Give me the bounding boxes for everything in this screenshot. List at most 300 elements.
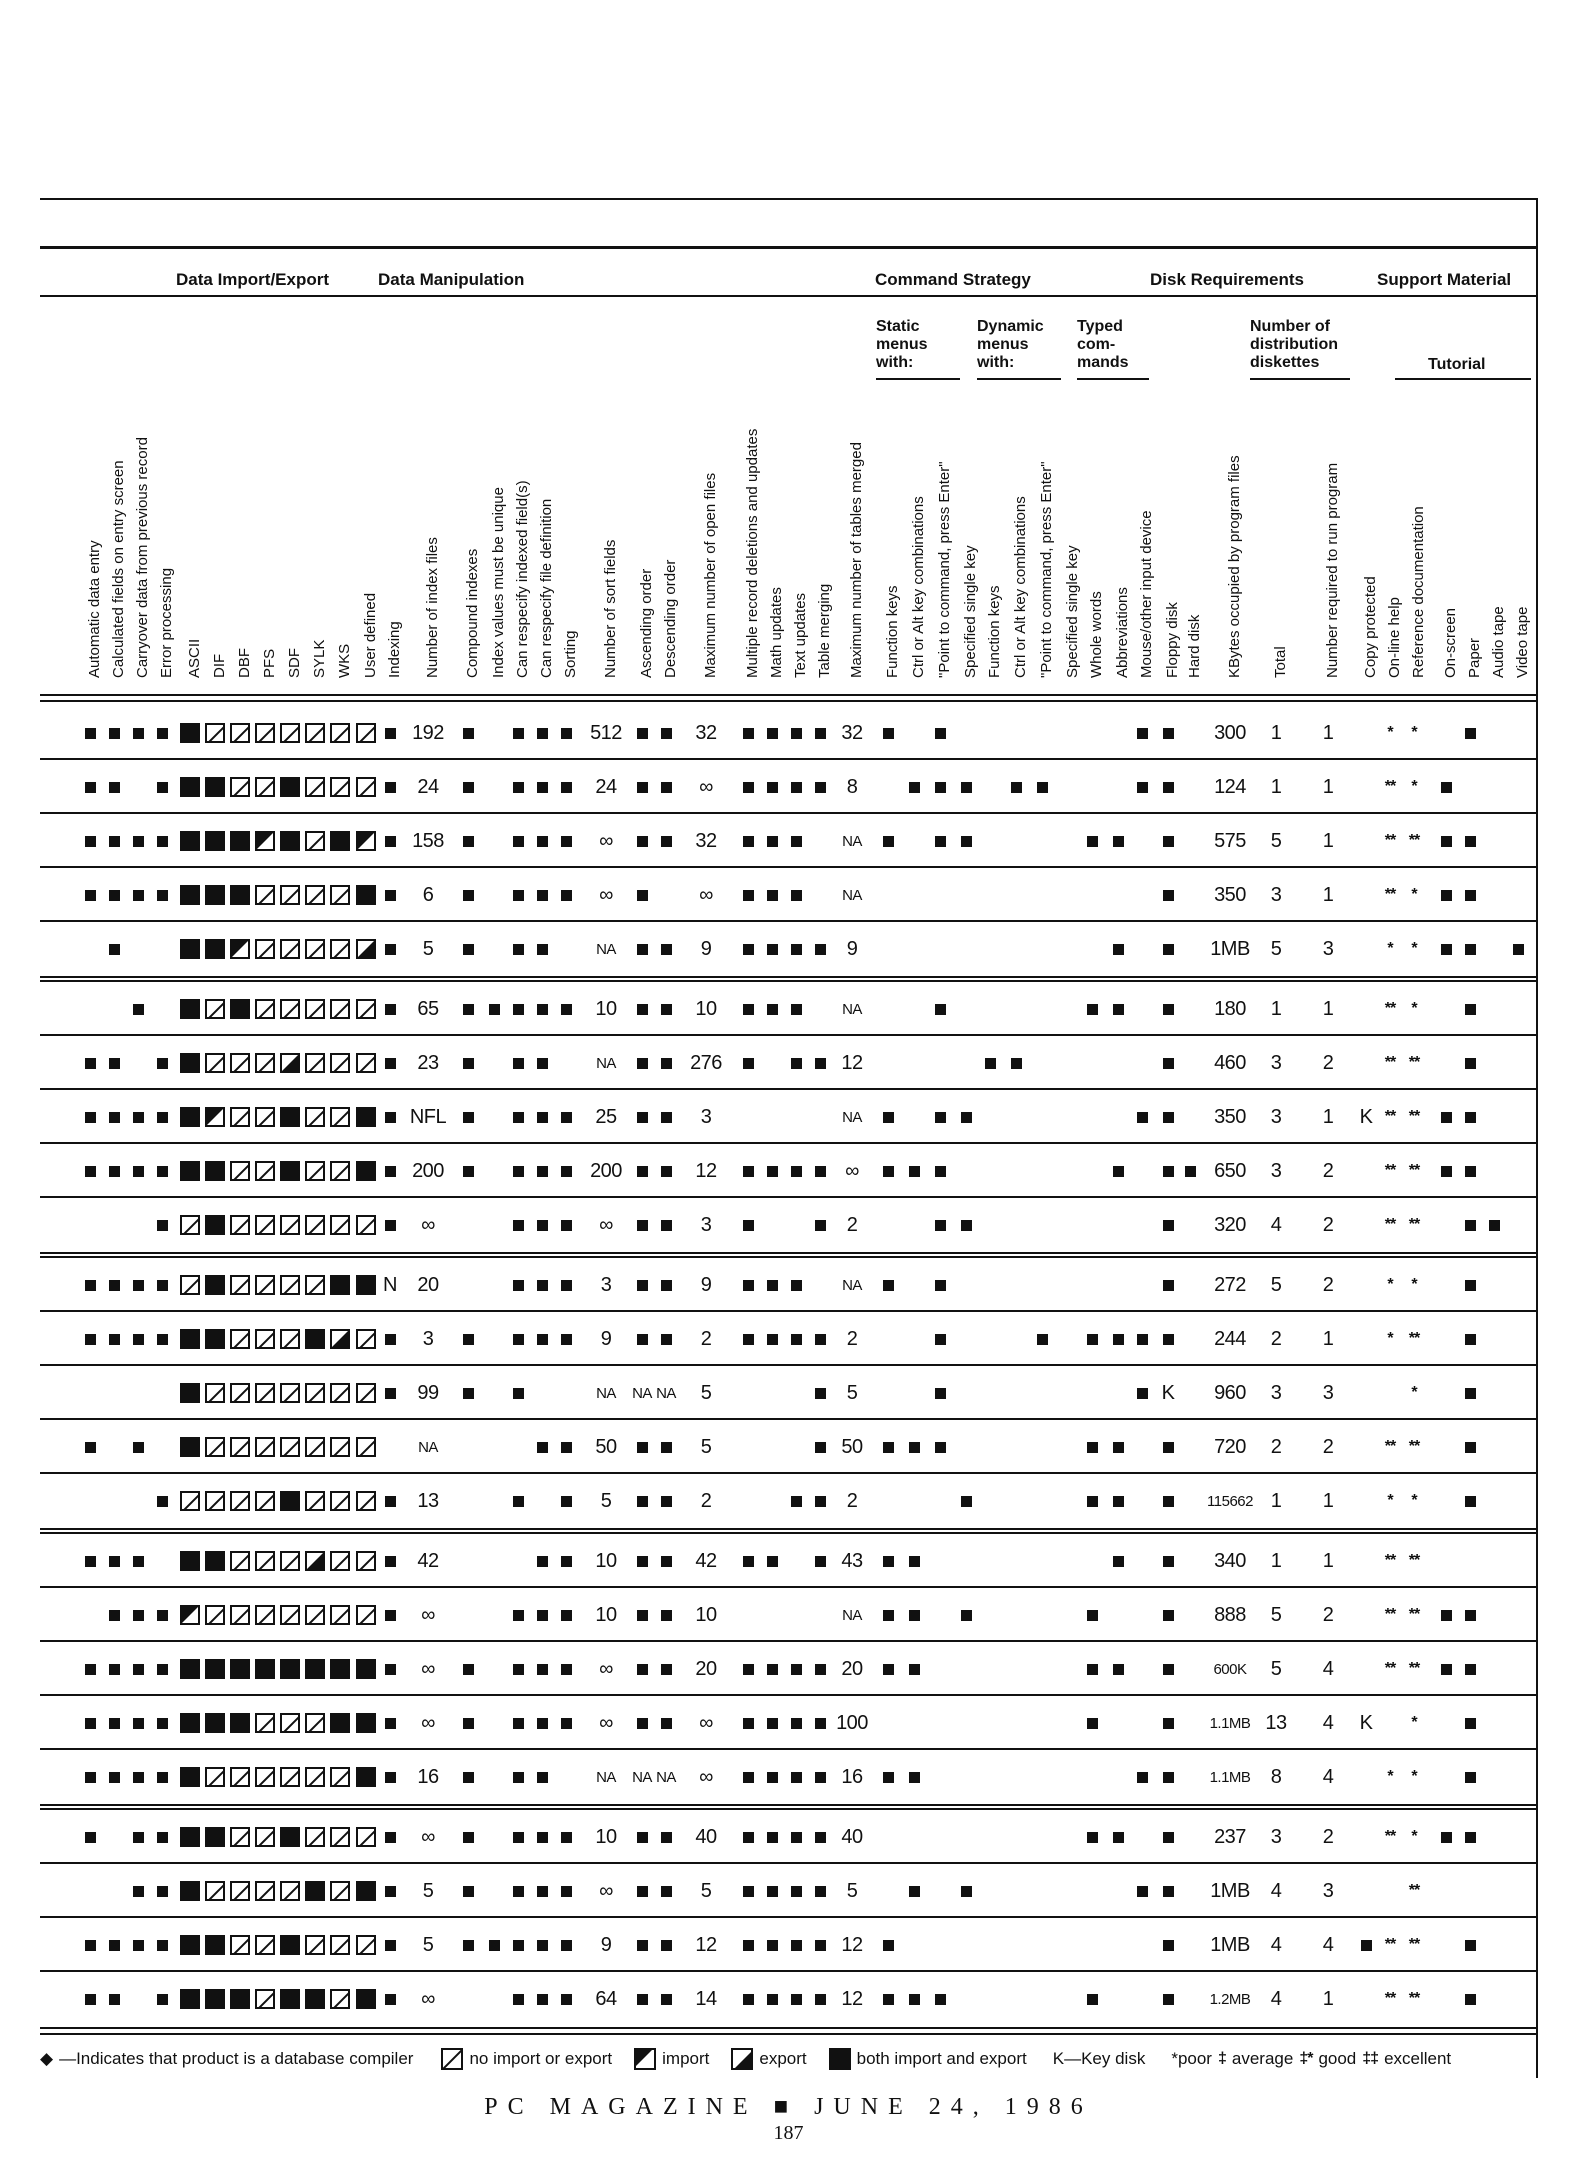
no-import-icon xyxy=(280,1551,300,1571)
table-cell xyxy=(1056,760,1080,814)
table-cell xyxy=(303,760,327,814)
no-import-icon xyxy=(305,777,325,797)
table-cell xyxy=(253,1258,277,1312)
feature-yes-icon xyxy=(537,944,548,955)
table-cell xyxy=(278,1036,302,1090)
table-cell xyxy=(1080,706,1104,760)
cell-value: 180 xyxy=(1214,997,1246,1020)
table-cell xyxy=(1482,1258,1506,1312)
table-cell xyxy=(102,1534,126,1588)
table-cell xyxy=(203,1864,227,1918)
no-import-icon xyxy=(330,1935,350,1955)
table-cell xyxy=(654,982,678,1036)
feature-yes-icon xyxy=(1087,1994,1098,2005)
cell-value: 5 xyxy=(1270,937,1282,960)
cell-value: NA xyxy=(596,1384,616,1402)
table-cell xyxy=(278,1366,302,1420)
feature-yes-icon xyxy=(815,1496,826,1507)
feature-yes-icon xyxy=(1113,1664,1124,1675)
table-cell xyxy=(1080,1420,1104,1474)
both-icon xyxy=(180,885,200,905)
table-cell xyxy=(902,922,926,976)
table-cell xyxy=(126,982,150,1036)
table-cell xyxy=(1392,814,1436,868)
feature-yes-icon xyxy=(85,1334,96,1345)
table-cell xyxy=(278,1198,302,1252)
cell-value: 2 xyxy=(1322,1603,1334,1626)
table-cell xyxy=(1506,814,1530,868)
feature-yes-icon xyxy=(767,728,778,739)
cell-value: 20 xyxy=(841,1657,863,1680)
table-cell xyxy=(328,1420,352,1474)
table-row xyxy=(40,1918,1536,1972)
table-cell xyxy=(840,1588,864,1642)
table-cell xyxy=(902,1864,926,1918)
feature-yes-icon xyxy=(767,782,778,793)
table-cell xyxy=(126,922,150,976)
table-cell xyxy=(378,1144,402,1198)
no-import-icon xyxy=(441,2048,463,2070)
feature-yes-icon xyxy=(883,1280,894,1291)
table-cell xyxy=(303,982,327,1036)
no-import-icon xyxy=(255,1491,275,1511)
table-cell xyxy=(1208,1972,1252,2026)
table-cell xyxy=(1004,1810,1028,1864)
feature-yes-icon xyxy=(385,890,396,901)
cell-value: 1 xyxy=(1322,1489,1334,1512)
cell-value: 5 xyxy=(422,1879,434,1902)
column-label: Whole words xyxy=(1088,591,1105,678)
table-cell xyxy=(840,814,864,868)
table-cell xyxy=(978,706,1002,760)
table-cell xyxy=(784,922,808,976)
feature-yes-icon xyxy=(1163,944,1174,955)
table-cell xyxy=(1392,1090,1436,1144)
table-cell xyxy=(1080,1144,1104,1198)
table-cell xyxy=(1392,1036,1436,1090)
feature-yes-icon xyxy=(637,1994,648,2005)
feature-yes-icon xyxy=(109,1664,120,1675)
table-cell xyxy=(178,706,202,760)
table-cell xyxy=(654,1258,678,1312)
feature-yes-icon xyxy=(133,1166,144,1177)
table-cell xyxy=(354,1198,378,1252)
table-cell xyxy=(630,922,654,976)
table-cell xyxy=(654,1864,678,1918)
table-cell xyxy=(808,868,832,922)
table-cell xyxy=(456,1474,480,1528)
table-cell xyxy=(784,1642,808,1696)
table-cell xyxy=(1208,760,1252,814)
table-cell xyxy=(354,1750,378,1804)
table-cell xyxy=(1080,1864,1104,1918)
table-cell xyxy=(178,1864,202,1918)
feature-yes-icon xyxy=(883,1112,894,1123)
feature-yes-icon xyxy=(743,782,754,793)
column-label: Maximum number of tables merged xyxy=(848,442,865,678)
table-cell xyxy=(630,1864,654,1918)
table-row xyxy=(40,1864,1536,1918)
feature-yes-icon xyxy=(935,1166,946,1177)
table-cell xyxy=(840,1642,864,1696)
both-icon xyxy=(280,1659,300,1679)
no-import-icon xyxy=(305,1491,325,1511)
table-cell xyxy=(760,982,784,1036)
table-cell xyxy=(1208,1534,1252,1588)
feature-yes-icon xyxy=(1087,1610,1098,1621)
feature-yes-icon xyxy=(1011,1058,1022,1069)
table-cell xyxy=(530,1642,554,1696)
table-cell xyxy=(1030,1750,1054,1804)
rating-stars: ** xyxy=(1384,1660,1396,1677)
table-cell xyxy=(1482,1366,1506,1420)
feature-yes-icon xyxy=(935,1334,946,1345)
table-cell xyxy=(808,1144,832,1198)
both-icon xyxy=(205,885,225,905)
feature-yes-icon xyxy=(935,1994,946,2005)
table-cell xyxy=(354,922,378,976)
feature-yes-icon xyxy=(157,1496,168,1507)
rating-stars: * xyxy=(1411,1828,1417,1845)
table-cell xyxy=(630,1642,654,1696)
feature-yes-icon xyxy=(767,1004,778,1015)
no-import-icon xyxy=(356,1383,376,1403)
cell-value: 14 xyxy=(695,1987,717,2010)
table-cell xyxy=(1434,1642,1458,1696)
table-cell xyxy=(978,1258,1002,1312)
table-cell xyxy=(1208,1366,1252,1420)
subheader-typed: Typed com- mands xyxy=(1077,318,1129,371)
cell-value: 1.1MB xyxy=(1209,1714,1251,1732)
table-cell xyxy=(102,1642,126,1696)
feature-yes-icon xyxy=(1087,1334,1098,1345)
table-cell xyxy=(1178,982,1202,1036)
table-row xyxy=(40,982,1536,1036)
both-icon xyxy=(180,723,200,743)
no-import-icon xyxy=(330,777,350,797)
feature-yes-icon xyxy=(1163,1112,1174,1123)
column-label: On-screen xyxy=(1442,607,1459,678)
table-cell xyxy=(1482,1750,1506,1804)
cell-value: 16 xyxy=(417,1765,439,1788)
cell-value: 1 xyxy=(1322,997,1334,1020)
table-cell xyxy=(303,1090,327,1144)
no-import-icon xyxy=(356,1935,376,1955)
feature-yes-icon xyxy=(513,1004,524,1015)
both-icon xyxy=(180,999,200,1019)
column-label: PFS xyxy=(261,648,278,678)
rating-stars: ** xyxy=(1384,1438,1396,1455)
table-cell xyxy=(378,1474,402,1528)
table-cell xyxy=(1506,868,1530,922)
cell-value: 1 xyxy=(1322,883,1334,906)
feature-yes-icon xyxy=(661,728,672,739)
feature-yes-icon xyxy=(85,1664,96,1675)
column-label: Number of sort fields xyxy=(602,539,619,678)
table-cell xyxy=(253,1198,277,1252)
feature-yes-icon xyxy=(791,1496,802,1507)
feature-yes-icon xyxy=(109,1994,120,2005)
both-icon xyxy=(180,939,200,959)
cell-value: ∞ xyxy=(421,1603,435,1626)
rating-stars: ** xyxy=(1384,1162,1396,1179)
table-cell xyxy=(1306,1642,1350,1696)
feature-yes-icon xyxy=(883,1940,894,1951)
table-cell xyxy=(303,1696,327,1750)
import-icon xyxy=(255,831,275,851)
table-cell xyxy=(278,1642,302,1696)
table-cell xyxy=(1178,1588,1202,1642)
table-cell xyxy=(150,1810,174,1864)
cell-value: 1 xyxy=(1270,1549,1282,1572)
both-icon xyxy=(356,1767,376,1787)
cell-value: 5 xyxy=(1270,1657,1282,1680)
feature-yes-icon xyxy=(85,836,96,847)
table-cell xyxy=(530,1588,554,1642)
table-cell xyxy=(1306,1258,1350,1312)
table-cell xyxy=(408,1588,448,1642)
cell-value: ∞ xyxy=(699,1765,713,1788)
table-cell xyxy=(1030,1534,1054,1588)
table-cell xyxy=(1156,760,1180,814)
no-import-icon xyxy=(280,1881,300,1901)
cell-value: 10 xyxy=(595,1825,617,1848)
feature-yes-icon xyxy=(157,1718,168,1729)
both-icon xyxy=(280,1107,300,1127)
feature-yes-icon xyxy=(463,1058,474,1069)
both-icon xyxy=(280,1827,300,1847)
rating-stars: * xyxy=(1411,778,1417,795)
feature-yes-icon xyxy=(815,1664,826,1675)
table-cell xyxy=(586,814,626,868)
feature-yes-icon xyxy=(513,1220,524,1231)
table-cell xyxy=(1004,814,1028,868)
table-cell xyxy=(1434,1036,1458,1090)
table-cell xyxy=(126,1366,150,1420)
group-title-support: Support Material xyxy=(1377,270,1512,289)
cell-value: 10 xyxy=(595,997,617,1020)
table-cell xyxy=(1080,1972,1104,2026)
feature-yes-icon xyxy=(513,1886,524,1897)
no-import-icon xyxy=(230,1551,250,1571)
feature-yes-icon xyxy=(537,1280,548,1291)
feature-yes-icon xyxy=(133,836,144,847)
export-icon xyxy=(330,1329,350,1349)
feature-yes-icon xyxy=(637,1664,648,1675)
cell-value: 1 xyxy=(1270,997,1282,1020)
table-cell xyxy=(354,1972,378,2026)
table-cell xyxy=(530,1090,554,1144)
feature-yes-icon xyxy=(157,1832,168,1843)
no-import-icon xyxy=(205,1881,225,1901)
table-cell xyxy=(1254,868,1298,922)
feature-yes-icon xyxy=(513,782,524,793)
table-cell xyxy=(530,1258,554,1312)
table-cell xyxy=(1130,1864,1154,1918)
cell-value: NA xyxy=(842,886,862,904)
table-cell xyxy=(203,1036,227,1090)
table-cell xyxy=(278,1534,302,1588)
table-cell xyxy=(760,760,784,814)
cell-value: K xyxy=(1161,1381,1175,1404)
export-icon xyxy=(731,2048,753,2070)
table-cell xyxy=(630,1972,654,2026)
table-cell xyxy=(178,1918,202,1972)
legend-good: good xyxy=(1318,2049,1357,2068)
table-cell xyxy=(1030,1312,1054,1366)
table-cell xyxy=(1106,1312,1130,1366)
table-cell xyxy=(902,868,926,922)
feature-yes-icon xyxy=(537,782,548,793)
feature-yes-icon xyxy=(157,1940,168,1951)
feature-yes-icon xyxy=(1465,1004,1476,1015)
table-cell xyxy=(954,868,978,922)
table-cell xyxy=(760,1258,784,1312)
feature-yes-icon xyxy=(1137,728,1148,739)
table-cell xyxy=(203,1642,227,1696)
both-icon xyxy=(180,1989,200,2009)
table-cell xyxy=(1178,1474,1202,1528)
table-cell xyxy=(228,814,252,868)
table-cell xyxy=(303,868,327,922)
table-cell xyxy=(1458,1864,1482,1918)
table-row xyxy=(40,1366,1536,1420)
table-cell xyxy=(328,1588,352,1642)
no-import-icon xyxy=(305,831,325,851)
feature-yes-icon xyxy=(385,944,396,955)
feature-yes-icon xyxy=(109,836,120,847)
table-cell xyxy=(228,1696,252,1750)
table-cell xyxy=(1458,1810,1482,1864)
feature-yes-icon xyxy=(1465,1388,1476,1399)
feature-yes-icon xyxy=(561,1940,572,1951)
table-row xyxy=(40,1198,1536,1252)
table-cell xyxy=(228,1534,252,1588)
table-cell xyxy=(150,1972,174,2026)
table-cell xyxy=(1434,814,1458,868)
rating-stars: ** xyxy=(1384,1606,1396,1623)
table-cell xyxy=(630,1750,654,1804)
table-cell xyxy=(928,1810,952,1864)
both-icon xyxy=(356,1713,376,1733)
table-cell xyxy=(1056,1258,1080,1312)
feature-yes-icon xyxy=(1465,1166,1476,1177)
feature-yes-icon xyxy=(1465,1334,1476,1345)
cell-value: 2 xyxy=(846,1489,858,1512)
feature-yes-icon xyxy=(1137,1112,1148,1123)
table-cell xyxy=(1392,1810,1436,1864)
cell-value: 2 xyxy=(700,1327,712,1350)
feature-yes-icon xyxy=(1163,836,1174,847)
table-cell xyxy=(654,1198,678,1252)
table-cell xyxy=(586,706,626,760)
table-row xyxy=(40,1090,1536,1144)
table-cell xyxy=(456,1972,480,2026)
table-cell xyxy=(928,1696,952,1750)
table-cell xyxy=(1506,982,1530,1036)
no-import-icon xyxy=(280,1713,300,1733)
table-cell xyxy=(686,1144,726,1198)
feature-yes-icon xyxy=(637,1280,648,1291)
table-cell xyxy=(1254,1312,1298,1366)
table-cell xyxy=(278,982,302,1036)
table-cell xyxy=(126,1312,150,1366)
table-cell xyxy=(1178,1972,1202,2026)
feature-yes-icon xyxy=(1163,890,1174,901)
import-icon xyxy=(356,831,376,851)
table-cell xyxy=(954,1972,978,2026)
table-cell xyxy=(1004,1972,1028,2026)
table-cell xyxy=(1080,1090,1104,1144)
feature-yes-icon xyxy=(1163,1442,1174,1453)
rating-stars: ** xyxy=(1384,1054,1396,1071)
table-cell xyxy=(1506,1420,1530,1474)
table-cell xyxy=(1434,1258,1458,1312)
export-icon xyxy=(356,939,376,959)
cell-value: 888 xyxy=(1214,1603,1246,1626)
table-cell xyxy=(530,1144,554,1198)
table-cell xyxy=(1156,1258,1180,1312)
no-import-icon xyxy=(230,1215,250,1235)
table-cell xyxy=(1434,1864,1458,1918)
table-cell xyxy=(1106,1864,1130,1918)
table-cell xyxy=(1080,1198,1104,1252)
table-cell xyxy=(630,1366,654,1420)
table-cell xyxy=(456,1312,480,1366)
table-cell xyxy=(808,1810,832,1864)
table-cell xyxy=(928,868,952,922)
cell-value: 200 xyxy=(590,1159,622,1182)
table-cell xyxy=(1306,1312,1350,1366)
table-cell xyxy=(1004,1534,1028,1588)
table-cell xyxy=(253,922,277,976)
table-cell xyxy=(1208,814,1252,868)
cell-value: 9 xyxy=(700,937,712,960)
table-cell xyxy=(554,1090,578,1144)
feature-yes-icon xyxy=(985,1058,996,1069)
table-cell xyxy=(902,1258,926,1312)
table-cell xyxy=(1080,1036,1104,1090)
table-cell xyxy=(530,1750,554,1804)
table-cell xyxy=(1056,1198,1080,1252)
feature-yes-icon xyxy=(1137,1772,1148,1783)
table-cell xyxy=(328,1474,352,1528)
table-cell xyxy=(1208,1588,1252,1642)
table-row xyxy=(40,1144,1536,1198)
table-cell xyxy=(554,814,578,868)
cell-value: 5 xyxy=(422,937,434,960)
both-icon xyxy=(829,2048,851,2070)
rating-stars: ** xyxy=(1408,1162,1420,1179)
rating-stars: ** xyxy=(1408,1054,1420,1071)
feature-yes-icon xyxy=(815,728,826,739)
feature-yes-icon xyxy=(513,1112,524,1123)
table-cell xyxy=(760,1642,784,1696)
table-cell xyxy=(928,1642,952,1696)
table-cell xyxy=(784,1036,808,1090)
table-cell xyxy=(506,760,530,814)
table-cell xyxy=(760,1918,784,1972)
table-cell xyxy=(150,1198,174,1252)
table-cell xyxy=(482,1864,506,1918)
feature-yes-icon xyxy=(85,1994,96,2005)
feature-yes-icon xyxy=(961,1496,972,1507)
table-cell xyxy=(253,1144,277,1198)
feature-yes-icon xyxy=(537,1004,548,1015)
feature-yes-icon xyxy=(463,1334,474,1345)
both-icon xyxy=(230,1659,250,1679)
column-label: Paper xyxy=(1466,637,1483,678)
